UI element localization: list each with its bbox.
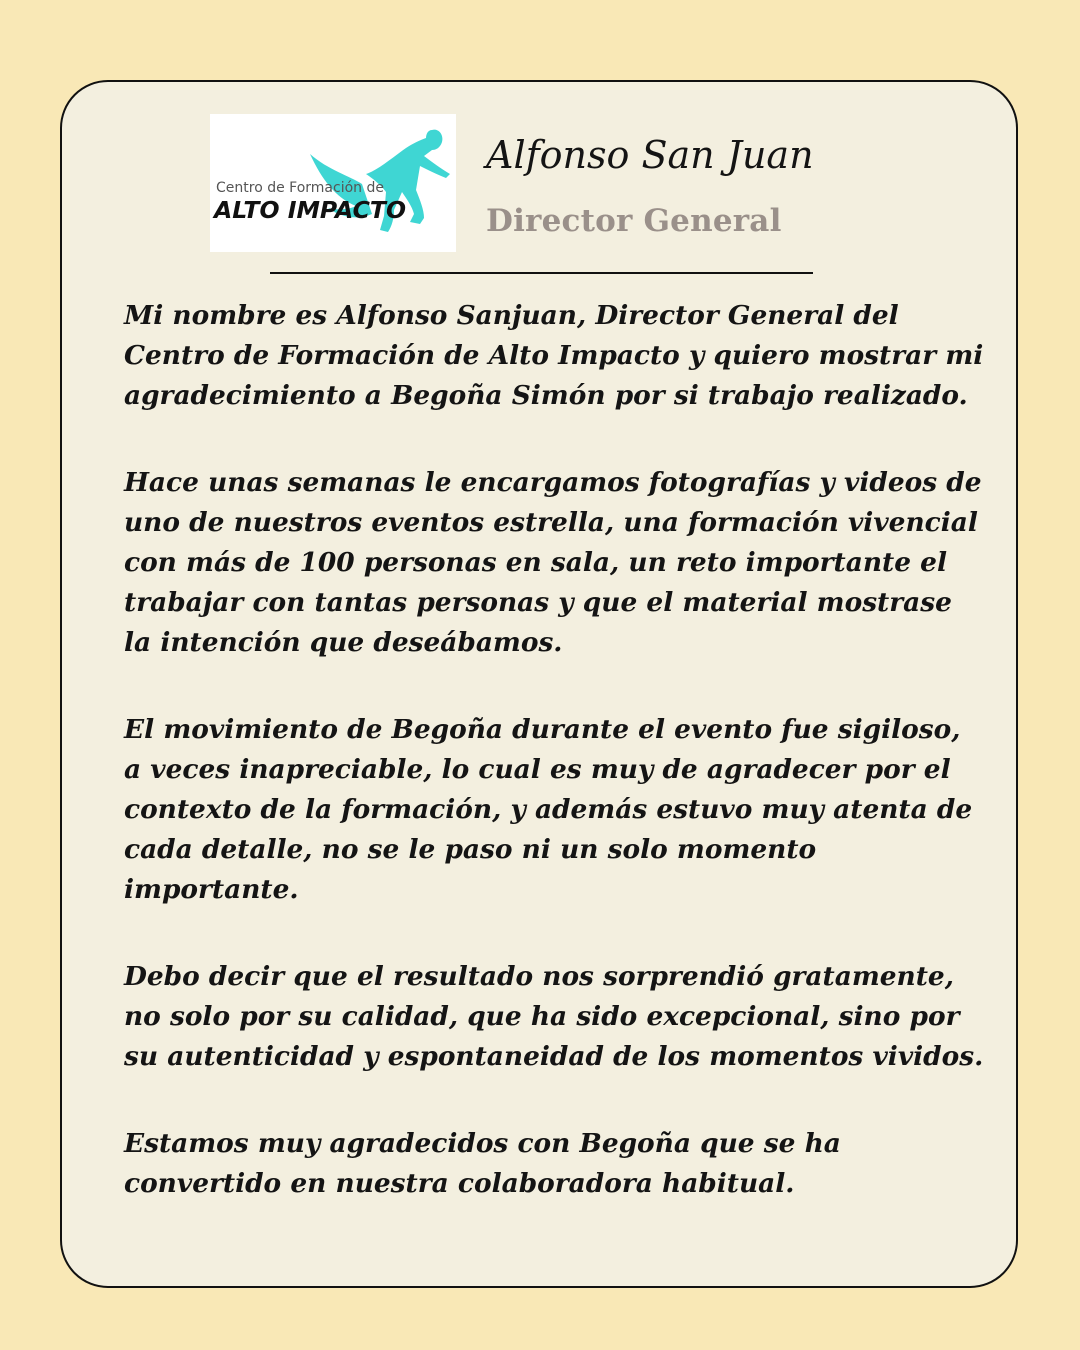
testimonial-card: [60, 80, 1018, 1288]
testimonial-text: [124, 296, 984, 1204]
testimonial-paragraph: Hace unas semanas le encargamos fotografías y videos de uno de nuestros eventos estrella, una formación vivencial con más de 100 personas en sala, un reto importante el trabajar con tantas personas y que el material mostrase la intención que deseábamos.: [124, 467, 982, 658]
testimonial-paragraph: Estamos muy agradecidos con Begoña que se ha convertido en nuestra colaboradora habitual.: [124, 1128, 841, 1199]
logo-line1: Centro de Formación de: [216, 180, 384, 196]
divider: [270, 272, 813, 274]
testimonial-paragraph: Mi nombre es Alfonso Sanjuan, Director General del Centro de Formación de Alto Impacto y quiero mostrar mi agradecimiento a Begoña Simón por si trabajo realizado.: [124, 300, 984, 411]
testimonial-paragraph: Debo decir que el resultado nos sorprendió gratamente, no solo por su calidad, que ha sido excepcional, sino por su autenticidad y espontaneidad de los momentos vividos.: [124, 961, 984, 1072]
author-role: Director General: [486, 203, 782, 239]
superhero-silhouette-icon: [210, 114, 456, 252]
testimonial-paragraph: El movimiento de Begoña durante el evento fue sigiloso, a veces inapreciable, lo cual es muy de agradecer por el contexto de la formación, y además estuvo muy atenta de cada detalle, no se le paso ni un solo momento importante.: [124, 714, 973, 905]
company-logo: [210, 114, 456, 252]
author-name: Alfonso San Juan: [486, 133, 814, 177]
logo-line2: ALTO IMPACTO: [211, 198, 406, 224]
